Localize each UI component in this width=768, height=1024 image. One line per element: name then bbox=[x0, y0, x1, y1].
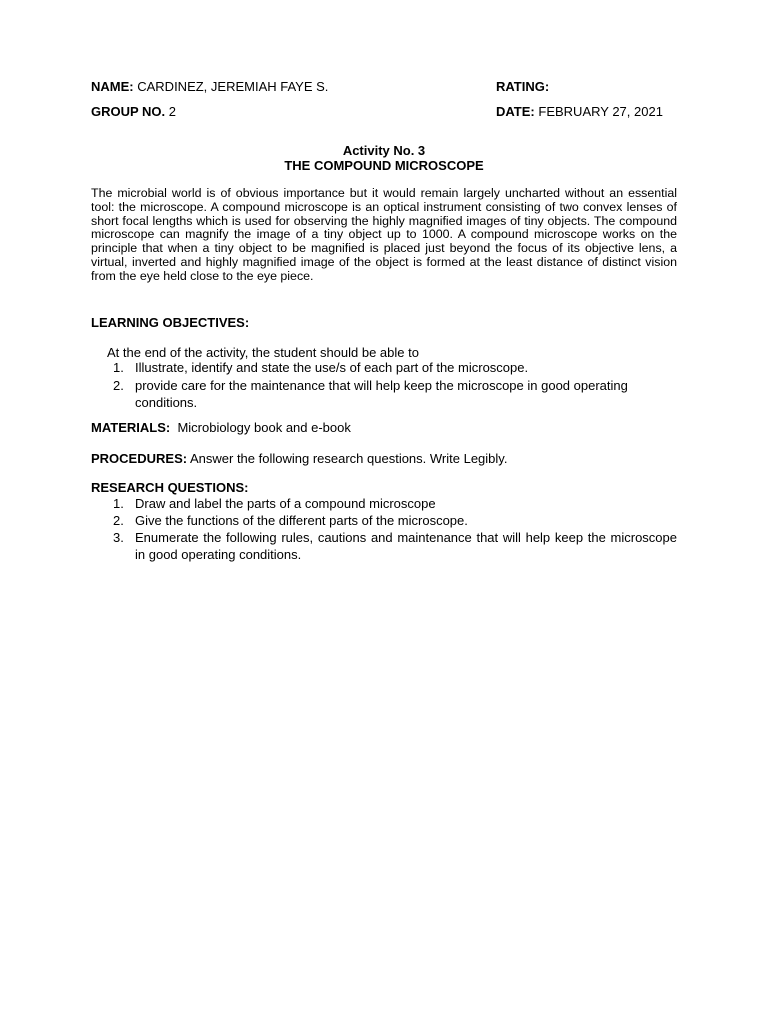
date-line bbox=[496, 104, 663, 120]
date-label: DATE: bbox=[496, 104, 535, 119]
objectives-lead: At the end of the activity, the student should be able to bbox=[107, 345, 419, 360]
date-value: FEBRUARY 27, 2021 bbox=[538, 104, 663, 119]
research-questions-list bbox=[113, 496, 677, 564]
rating-line bbox=[496, 79, 549, 95]
procedures-value: Answer the following research questions. Write Legibly. bbox=[189, 451, 508, 466]
group-value: 2 bbox=[168, 104, 177, 119]
list-item bbox=[113, 377, 653, 411]
objectives-list bbox=[113, 360, 653, 412]
research-questions-heading: RESEARCH QUESTIONS: bbox=[91, 480, 249, 495]
list-number: 3. bbox=[113, 530, 124, 545]
activity-number: Activity No. 3 bbox=[342, 143, 426, 158]
list-text: Give the functions of the different parts of the microscope. bbox=[135, 513, 468, 528]
name-value: CARDINEZ, JEREMIAH FAYE S. bbox=[137, 79, 329, 94]
list-item bbox=[113, 360, 653, 377]
list-text: provide care for the maintenance that will help keep the microscope in good operating conditions. bbox=[135, 378, 628, 410]
intro-paragraph: The microbial world is of obvious importance but it would remain largely uncharted without an essential tool: the microscope. A compound microscope is an optical instrument consisting of two convex lenses of short focal lengths which is used for observing the highly magnified images of tiny objects. The compound microscope can magnify the image of a tiny object up to 1000. A compound microscope works on the principle that when a tiny object to be magnified is placed just beyond the focus of its objective lens, a virtual, inverted and highly magnified image of the object is formed at the least distance of distinct vision from the eye held close to the eye piece. bbox=[91, 186, 677, 283]
list-number: 1. bbox=[113, 360, 124, 375]
procedures-line bbox=[91, 451, 507, 467]
name-label: NAME: bbox=[91, 79, 134, 94]
procedures-label: PROCEDURES: bbox=[91, 451, 188, 466]
list-number: 2. bbox=[113, 513, 124, 528]
list-text: Draw and label the parts of a compound microscope bbox=[135, 496, 436, 511]
list-number: 2. bbox=[113, 378, 124, 393]
materials-value: Microbiology book and e-book bbox=[177, 420, 351, 435]
name-line bbox=[91, 79, 328, 95]
materials-label: MATERIALS: bbox=[91, 420, 171, 435]
group-line bbox=[91, 104, 176, 120]
list-text: Enumerate the following rules, cautions and maintenance that will help keep the microscope in good operating conditions. bbox=[135, 530, 677, 562]
rating-label: RATING: bbox=[496, 79, 550, 94]
group-label: GROUP NO. bbox=[91, 104, 166, 119]
list-number: 1. bbox=[113, 496, 124, 511]
list-item bbox=[113, 530, 677, 563]
list-item bbox=[113, 513, 677, 530]
activity-title: THE COMPOUND MICROSCOPE bbox=[284, 158, 484, 173]
list-item bbox=[113, 496, 677, 513]
list-text: Illustrate, identify and state the use/s of each part of the microscope. bbox=[135, 360, 529, 375]
materials-line bbox=[91, 420, 351, 436]
learning-objectives-heading: LEARNING OBJECTIVES: bbox=[91, 315, 250, 330]
